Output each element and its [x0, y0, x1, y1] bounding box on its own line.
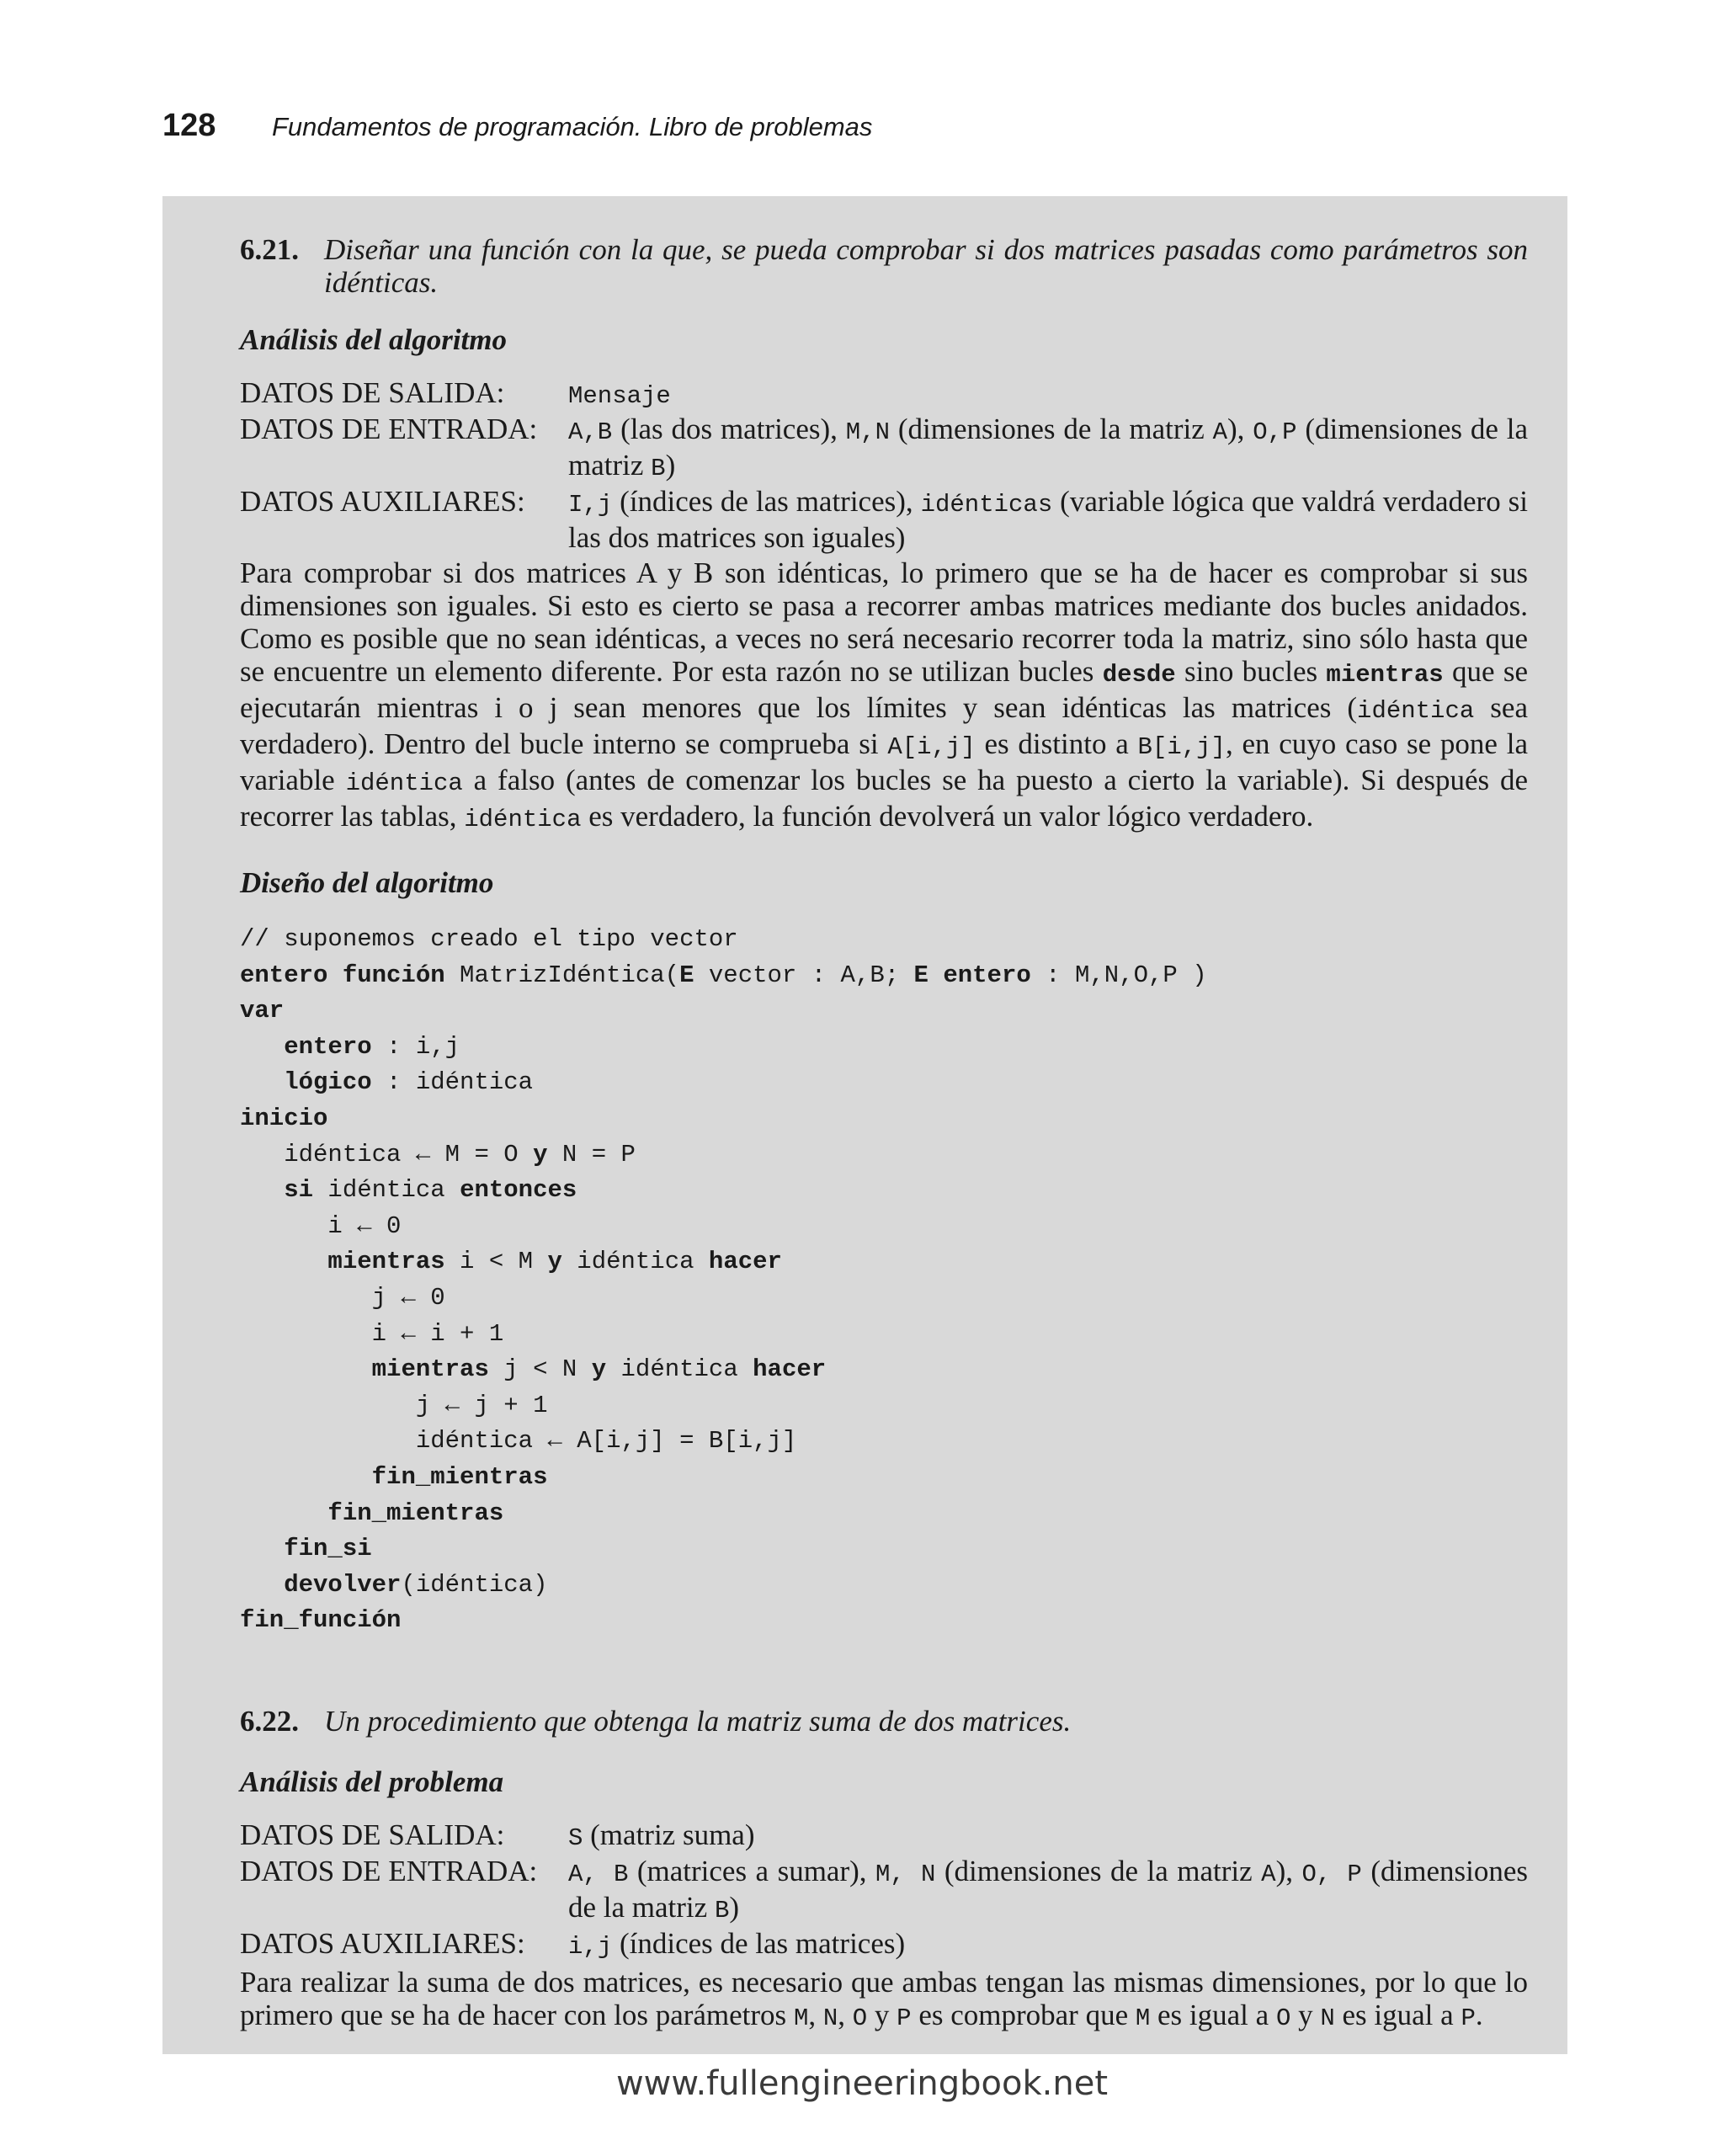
code-line: // suponemos creado el tipo vector [240, 925, 738, 953]
problem-text: Diseñar una función con la que, se pueda comprobar si dos matrices pasadas como parámetros son idénticas. [324, 233, 1528, 299]
design-heading: Diseño del algoritmo [240, 866, 494, 899]
problems-box [162, 196, 1567, 2054]
code-line: fin_mientras [327, 1499, 504, 1527]
running-title: Fundamentos de programación. Libro de problemas [272, 112, 873, 141]
code-line: fin_función [240, 1606, 402, 1635]
code-line: fin_mientras [371, 1462, 548, 1491]
problem-number: 6.22. [240, 1705, 299, 1738]
data-label: DATOS DE ENTRADA: [240, 413, 538, 445]
problem-number: 6.21. [240, 233, 299, 266]
explanation-paragraph: Para realizar la suma de dos matrices, es necesario que ambas tengan las mismas dimensiones, por lo que lo primero que se ha de hacer con los parámetros M, N, O y P es comprobar que M es igual a O y N es igual a P. [240, 1966, 1528, 2032]
pseudocode-block [240, 922, 1528, 1639]
data-table-6-22 [240, 1818, 1528, 1963]
code-line: j ← j + 1 [415, 1391, 548, 1419]
code-line: j ← 0 [371, 1283, 445, 1312]
explanation-paragraph: Para comprobar si dos matrices A y B son idénticas, lo primero que se ha de hacer es comprobar si sus dimensiones son iguales. Si esto es cierto se pasa a recorrer ambas matrices mediante dos bucles anidados. Como es posible que no sean idénticas, a veces no será necesario recorrer toda la matriz, sino sólo hasta que se encuentre un elemento diferente. Por esta razón no se utilizan bucles desde sino bucles mientras que se ejecutarán mientras i o j sean menores que los límites y sean idénticas las matrices (idéntica sea verdadero). Dentro del bucle interno se comprueba si A[i,j] es distinto a B[i,j], en cuyo caso se pone la variable idéntica a falso (antes de comenzar los bucles se ha puesto a cierto la variable). Si después de recorrer las tablas, idéntica es verdadero, la función devolverá un valor lógico verdadero. [240, 556, 1528, 833]
code-line: lógico : idéntica [284, 1068, 534, 1097]
code-line: si idéntica entonces [284, 1176, 577, 1205]
code-line: inicio [240, 1104, 328, 1132]
data-table-6-21 [240, 376, 1528, 554]
data-label: DATOS AUXILIARES: [240, 485, 525, 518]
data-value: I,j (índices de las matrices), idénticas (variable lógica que valdrá verdadero si las dos matrices son iguales) [568, 485, 1528, 554]
code-line: var [240, 997, 285, 1025]
code-line: i ← 0 [327, 1211, 402, 1240]
analysis-heading: Análisis del problema [240, 1765, 504, 1798]
page-number: 128 [162, 108, 216, 143]
footer-url: www.fullengineeringbook.net [615, 2064, 1109, 2103]
code-line: devolver(idéntica) [284, 1570, 548, 1599]
data-row-entrada [240, 413, 1528, 485]
data-value: S (matriz suma) [568, 1818, 755, 1852]
data-row-salida [240, 376, 1528, 413]
data-value: A, B (matrices a sumar), M, N (dimensiones de la matriz A), O, P (dimensiones de la matriz B) [568, 1855, 1528, 1924]
problem-text: Un procedimiento que obtenga la matriz suma de dos matrices. [324, 1705, 1072, 1738]
problem-6-21-statement [240, 233, 1528, 299]
data-row-auxiliares [240, 1927, 1528, 1963]
data-row-auxiliares [240, 485, 1528, 554]
data-row-entrada [240, 1855, 1528, 1927]
code-line: entero función MatrizIdéntica(E vector : A,B; E entero : M,N,O,P ) [240, 961, 1207, 989]
code-line: idéntica ← M = O y N = P [284, 1140, 636, 1168]
data-value: i,j (índices de las matrices) [568, 1927, 906, 1961]
data-label: DATOS DE SALIDA: [240, 376, 505, 409]
code-line: mientras i < M y idéntica hacer [327, 1248, 782, 1276]
code-line: idéntica ← A[i,j] = B[i,j] [415, 1427, 797, 1456]
page-header [162, 108, 872, 150]
data-label: DATOS AUXILIARES: [240, 1927, 525, 1960]
analysis-heading: Análisis del algoritmo [240, 323, 507, 356]
code-line: i ← i + 1 [371, 1319, 504, 1348]
code-line: fin_si [284, 1535, 372, 1563]
data-row-salida [240, 1818, 1528, 1855]
data-label: DATOS DE ENTRADA: [240, 1855, 538, 1887]
data-value: A,B (las dos matrices), M,N (dimensiones de la matriz A), O,P (dimensiones de la matriz B) [568, 413, 1528, 482]
code-line: entero : i,j [284, 1032, 460, 1061]
code-line: mientras j < N y idéntica hacer [371, 1355, 827, 1384]
data-value: Mensaje [568, 382, 671, 410]
data-label: DATOS DE SALIDA: [240, 1818, 505, 1851]
problem-6-22-statement [240, 1705, 1528, 1738]
